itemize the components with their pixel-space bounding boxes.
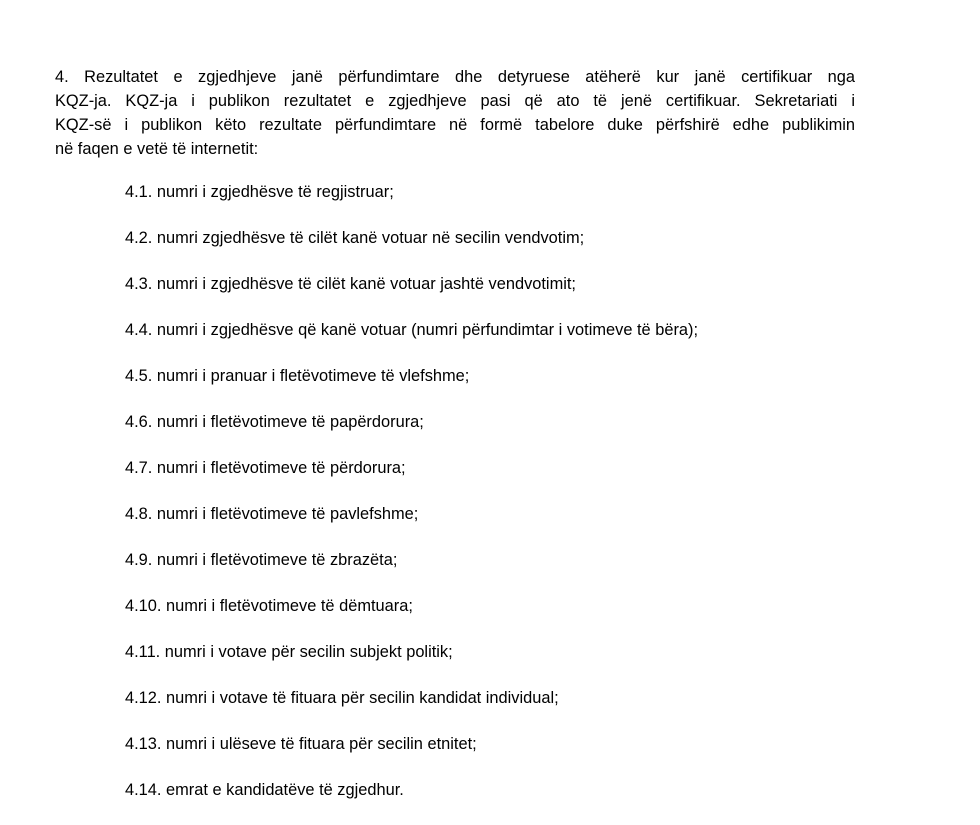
list-item: 4.4. numri i zgjedhësve që kanë votuar (numri përfundimtar i votimeve të bëra);	[125, 321, 699, 339]
paragraph-line: në faqen e vetë të internetit:	[55, 140, 259, 158]
list-item: 4.6. numri i fletëvotimeve të papërdorura;	[125, 413, 424, 431]
list-item: 4.14. emrat e kandidatëve të zgjedhur.	[125, 781, 404, 799]
paragraph-line: 4. Rezultatet e zgjedhjeve janë përfundimtare dhe detyruese atëherë kur janë certifikuar nga	[55, 68, 855, 86]
results-list	[125, 180, 698, 824]
list-item: 4.11. numri i votave për secilin subjekt politik;	[125, 643, 453, 661]
list-item: 4.7. numri i fletëvotimeve të përdorura;	[125, 459, 406, 477]
paragraph-line: KQZ-së i publikon këto rezultate përfundimtare në formë tabelore duke përfshirë edhe publikimin	[55, 116, 855, 134]
list-item: 4.8. numri i fletëvotimeve të pavlefshme;	[125, 505, 419, 523]
intro-paragraph	[55, 65, 855, 161]
list-item: 4.12. numri i votave të fituara për secilin kandidat individual;	[125, 689, 559, 707]
list-item: 4.3. numri i zgjedhësve të cilët kanë votuar jashtë vendvotimit;	[125, 275, 576, 293]
list-item: 4.5. numri i pranuar i fletëvotimeve të vlefshme;	[125, 367, 470, 385]
paragraph-line: KQZ-ja. KQZ-ja i publikon rezultatet e zgjedhjeve pasi që ato të jenë certifikuar. Sekretariati i	[55, 92, 855, 110]
list-item: 4.10. numri i fletëvotimeve të dëmtuara;	[125, 597, 413, 615]
list-item: 4.9. numri i fletëvotimeve të zbrazëta;	[125, 551, 398, 569]
list-item: 4.1. numri i zgjedhësve të regjistruar;	[125, 183, 394, 201]
list-item: 4.13. numri i ulëseve të fituara për secilin etnitet;	[125, 735, 477, 753]
list-item: 4.2. numri zgjedhësve të cilët kanë votuar në secilin vendvotim;	[125, 229, 585, 247]
